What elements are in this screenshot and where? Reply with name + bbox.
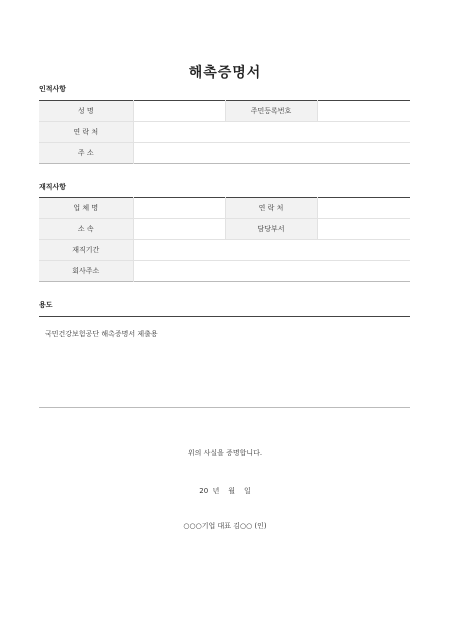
table-row: [39, 240, 410, 261]
resident-number-field[interactable]: [317, 101, 410, 122]
contact-field[interactable]: [133, 122, 410, 143]
company-address-field[interactable]: [133, 261, 410, 282]
department-label: 담당부서: [225, 219, 317, 240]
table-row: [39, 143, 410, 164]
employment-info-table: [39, 197, 410, 282]
contact-label: 연 락 처: [39, 122, 133, 143]
personal-info-table: [39, 100, 410, 164]
name-label: 성 명: [39, 101, 133, 122]
table-row: [39, 219, 410, 240]
resident-number-label: 주민등록번호: [225, 101, 317, 122]
employment-period-label: 재직기간: [39, 240, 133, 261]
employment-section-heading: 재직사항: [39, 183, 67, 191]
table-row: [39, 122, 410, 143]
employment-period-field[interactable]: [133, 240, 410, 261]
page-title: 해촉증명서: [188, 65, 262, 81]
department-field[interactable]: [317, 219, 410, 240]
issue-date: 20 년 월 일: [199, 487, 251, 495]
company-address-label: 회사주소: [39, 261, 133, 282]
purpose-section-heading: 용도: [39, 301, 53, 309]
company-name-field[interactable]: [133, 198, 225, 219]
company-name-label: 업 체 명: [39, 198, 133, 219]
affiliation-label: 소 속: [39, 219, 133, 240]
company-contact-field[interactable]: [317, 198, 410, 219]
table-row: [39, 261, 410, 282]
personal-section-heading: 인적사항: [39, 85, 67, 93]
name-field[interactable]: [133, 101, 225, 122]
company-contact-label: 연 락 처: [225, 198, 317, 219]
purpose-box[interactable]: [39, 316, 410, 408]
table-row: [39, 101, 410, 122]
affiliation-field[interactable]: [133, 219, 225, 240]
table-row: [39, 198, 410, 219]
signature-line: ○○○기업 대표 김○○ (인): [183, 522, 267, 530]
address-field[interactable]: [133, 143, 410, 164]
address-label: 주 소: [39, 143, 133, 164]
certification-statement: 위의 사실을 증명합니다.: [187, 449, 263, 457]
purpose-text: 국민건강보험공단 해촉증명서 제출용: [45, 330, 158, 338]
